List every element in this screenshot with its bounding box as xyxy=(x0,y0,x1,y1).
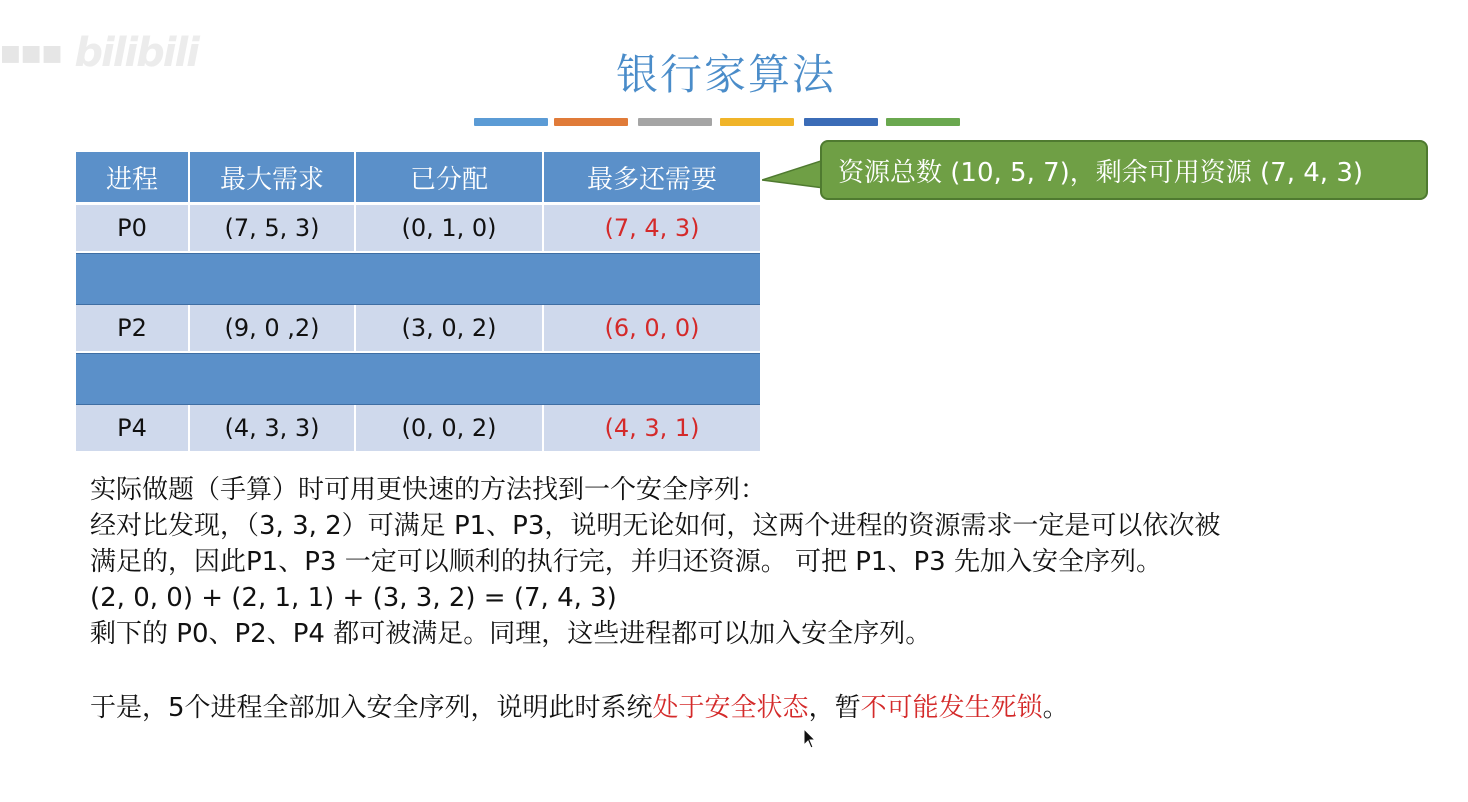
callout-tail-icon xyxy=(762,160,824,190)
header-max: 最大需求 xyxy=(190,152,356,205)
header-need: 最多还需要 xyxy=(544,152,760,205)
masked-row xyxy=(76,253,760,305)
masked-cell xyxy=(76,353,760,405)
page-title: 银行家算法 xyxy=(615,50,836,99)
masked-cell xyxy=(76,253,760,305)
color-bar-gray xyxy=(638,118,712,126)
cell-max: (9, 0 ,2) xyxy=(190,305,356,353)
cell-allocated: (0, 0, 2) xyxy=(356,405,544,453)
cell-max: (7, 5, 3) xyxy=(190,205,356,253)
cell-need: (7, 4, 3) xyxy=(544,205,760,253)
text-line-6 xyxy=(90,690,1420,726)
mouse-cursor-icon xyxy=(803,728,817,750)
resource-table xyxy=(76,152,760,453)
color-bar-orange xyxy=(554,118,628,126)
cell-max: (4, 3, 3) xyxy=(190,405,356,453)
cell-need: (4, 3, 1) xyxy=(544,405,760,453)
text-line-1: 实际做题（手算）时可用更快速的方法找到一个安全序列： xyxy=(90,475,767,505)
resource-callout xyxy=(820,140,1428,200)
conclusion-mid: ，暂 xyxy=(808,693,861,723)
color-bar-yellow xyxy=(720,118,794,126)
bilibili-logo-icon: bilibili xyxy=(74,30,198,76)
text-line-5: 剩下的 P0、P2、P4 都可被满足。同理，这些进程都可以加入安全序列。 xyxy=(90,619,932,649)
table-row xyxy=(76,305,760,353)
conclusion-prefix: 于是，5个进程全部加入安全序列，说明此时系统 xyxy=(90,693,653,723)
table-row xyxy=(76,405,760,453)
color-bar-blue xyxy=(474,118,548,126)
color-bar-green xyxy=(886,118,960,126)
no-deadlock-highlight: 不可能发生死锁 xyxy=(860,693,1043,723)
color-bar-darkblue xyxy=(804,118,878,126)
cell-process: P2 xyxy=(76,305,190,353)
watermark-text: ■■■ xyxy=(0,40,63,66)
table-row xyxy=(76,205,760,253)
header-allocated: 已分配 xyxy=(356,152,544,205)
text-line-3: 满足的，因此P1、P3 一定可以顺利的执行完，并归还资源。 可把 P1、P3 先加入安全序列。 xyxy=(90,547,1162,577)
safe-state-highlight: 处于安全状态 xyxy=(652,693,809,723)
conclusion-end: 。 xyxy=(1042,693,1069,723)
callout-text: 资源总数 (10, 5, 7)，剩余可用资源 (7, 4, 3) xyxy=(838,157,1364,188)
cell-need: (6, 0, 0) xyxy=(544,305,760,353)
cell-process: P4 xyxy=(76,405,190,453)
cell-process: P0 xyxy=(76,205,190,253)
text-line-4: (2, 0, 0) + (2, 1, 1) + (3, 3, 2) = (7, 4, 3) xyxy=(90,583,617,613)
explanation-text xyxy=(90,472,1420,726)
cell-allocated: (0, 1, 0) xyxy=(356,205,544,253)
masked-row xyxy=(76,353,760,405)
header-process: 进程 xyxy=(76,152,190,205)
text-line-2: 经对比发现，（3, 3, 2）可满足 P1、P3，说明无论如何，这两个进程的资源需求一定是可以依次被 xyxy=(90,511,1221,541)
table-header-row xyxy=(76,152,760,205)
cell-allocated: (3, 0, 2) xyxy=(356,305,544,353)
